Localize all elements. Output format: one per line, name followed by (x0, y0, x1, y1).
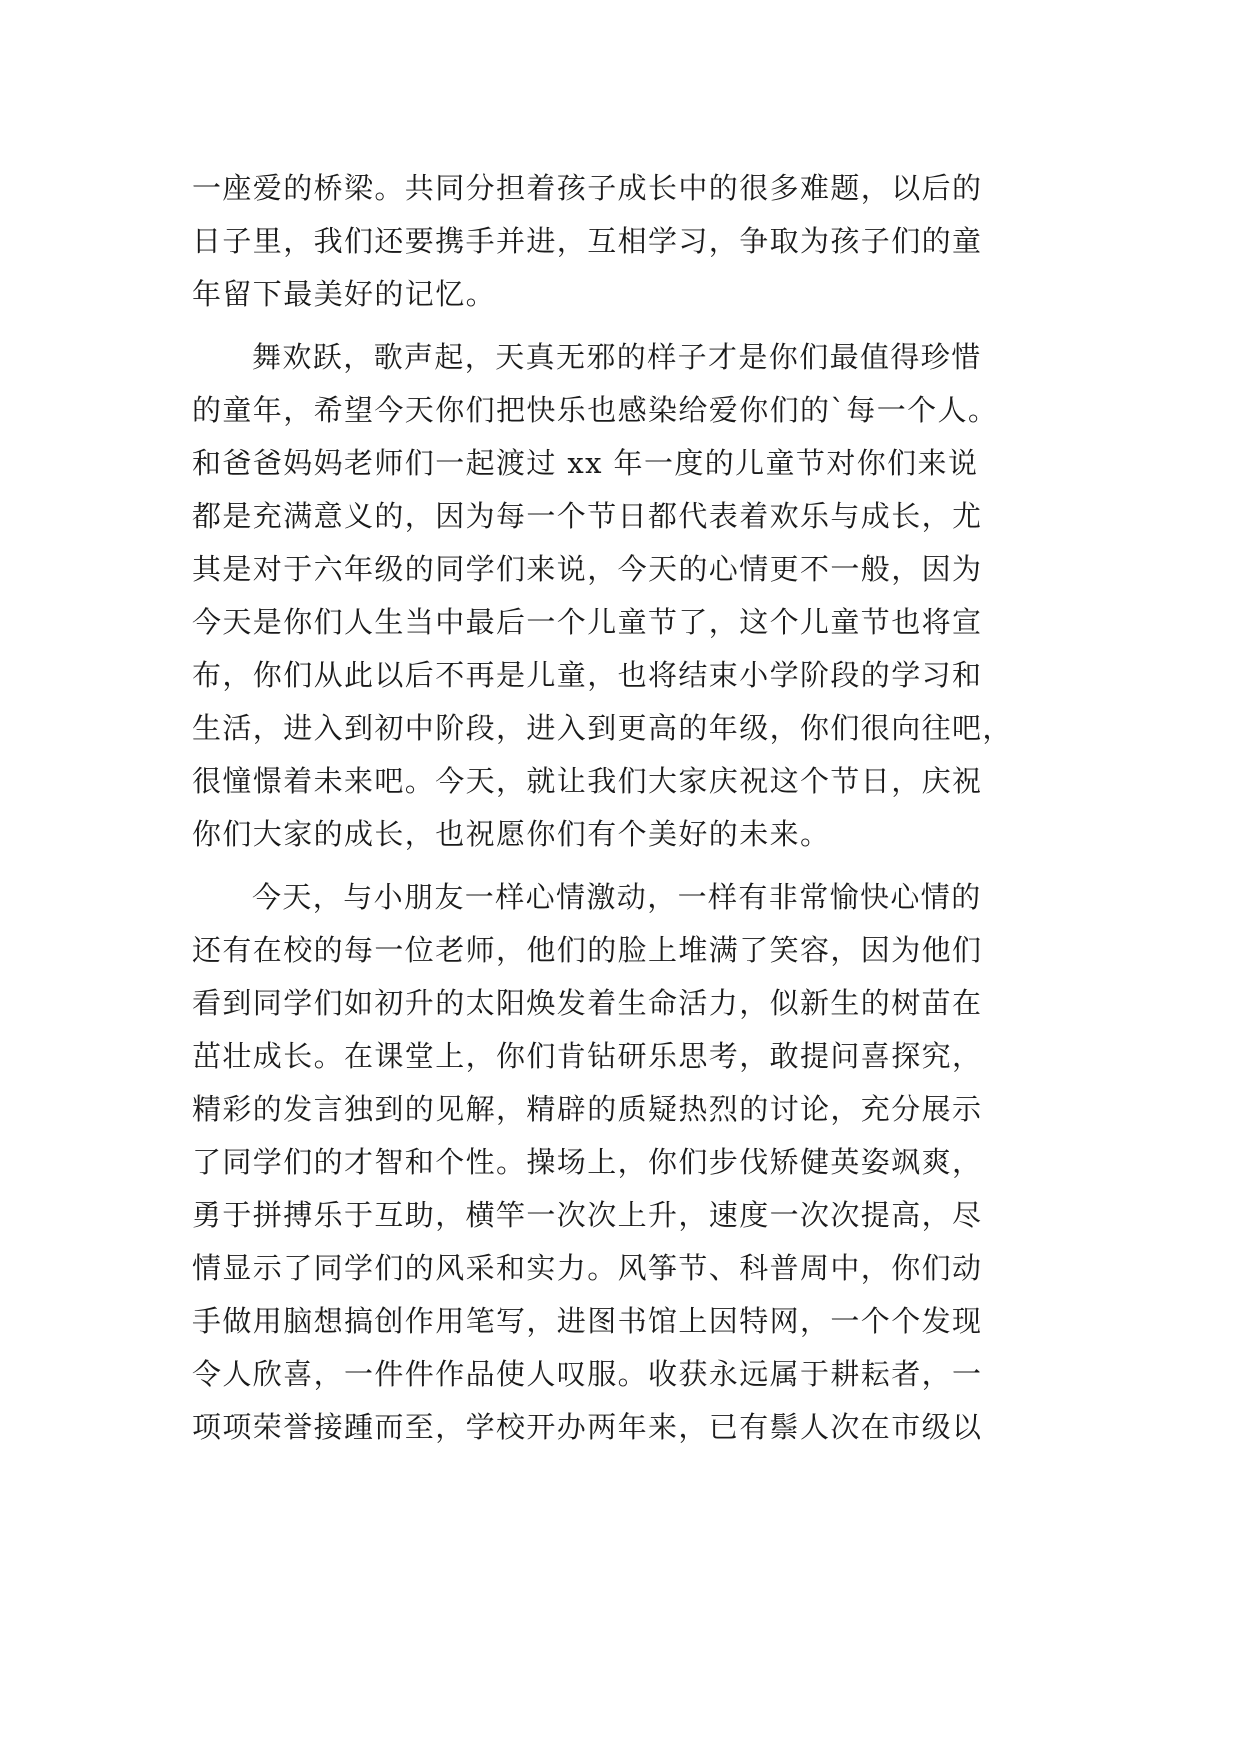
text-line: 勇于拼搏乐于互助，横竿一次次上升，速度一次次提高，尽 (192, 1198, 983, 1232)
text-line: 一座爱的桥梁。共同分担着孩子成长中的很多难题，以后的 (192, 171, 983, 205)
text-line: 茁壮成长。在课堂上，你们肯钻研乐思考，敢提问喜探究， (192, 1039, 983, 1073)
text-line: 项项荣誉接踵而至，学校开办两年来，已有鬃人次在市级以 (192, 1410, 983, 1444)
text-line: 令人欣喜，一件件作品使人叹服。收获永远属于耕耘者，一 (192, 1357, 983, 1391)
text-line: 你们大家的成长，也祝愿你们有个美好的未来。 (192, 817, 831, 851)
paragraph-first-line: 今天，与小朋友一样心情激动，一样有非常愉快心情的 (252, 880, 982, 914)
text-line: 今天是你们人生当中最后一个儿童节了，这个儿童节也将宣 (192, 605, 983, 639)
body-text (192, 162, 1052, 1454)
text-line: 生活，进入到初中阶段，进入到更高的年级，你们很向往吧， (192, 711, 1013, 745)
text-line: 手做用脑想搞创作用笔写，进图书馆上因特网，一个个发现 (192, 1304, 983, 1338)
paragraph-first-line: 舞欢跃，歌声起，天真无邪的样子才是你们最值得珍惜 (252, 340, 982, 374)
text-line: 精彩的发言独到的见解，精辟的质疑热烈的讨论，充分展示 (192, 1092, 983, 1126)
text-line: 日子里，我们还要携手并进，互相学习，争取为孩子们的童 (192, 224, 983, 258)
text-line: 很憧憬着未来吧。今天，就让我们大家庆祝这个节日，庆祝 (192, 764, 983, 798)
text-line: 的童年，希望今天你们把快乐也感染给爱你们的`每一个人。 (192, 393, 999, 427)
text-line: 看到同学们如初升的太阳焕发着生命活力，似新生的树苗在 (192, 986, 983, 1020)
text-line: 和爸爸妈妈老师们一起渡过 xx 年一度的儿童节对你们来说 (192, 446, 979, 480)
text-line: 年留下最美好的记忆。 (192, 277, 497, 311)
text-line: 布，你们从此以后不再是儿童，也将结束小学阶段的学习和 (192, 658, 983, 692)
text-line: 还有在校的每一位老师，他们的脸上堆满了笑容，因为他们 (192, 933, 983, 967)
text-line: 其是对于六年级的同学们来说，今天的心情更不一般，因为 (192, 552, 983, 586)
text-line: 都是充满意义的，因为每一个节日都代表着欢乐与成长，尤 (192, 499, 983, 533)
text-line: 了同学们的才智和个性。操场上，你们步伐矫健英姿飒爽， (192, 1145, 983, 1179)
text-line: 情显示了同学们的风采和实力。风筝节、科普周中，你们动 (192, 1251, 983, 1285)
